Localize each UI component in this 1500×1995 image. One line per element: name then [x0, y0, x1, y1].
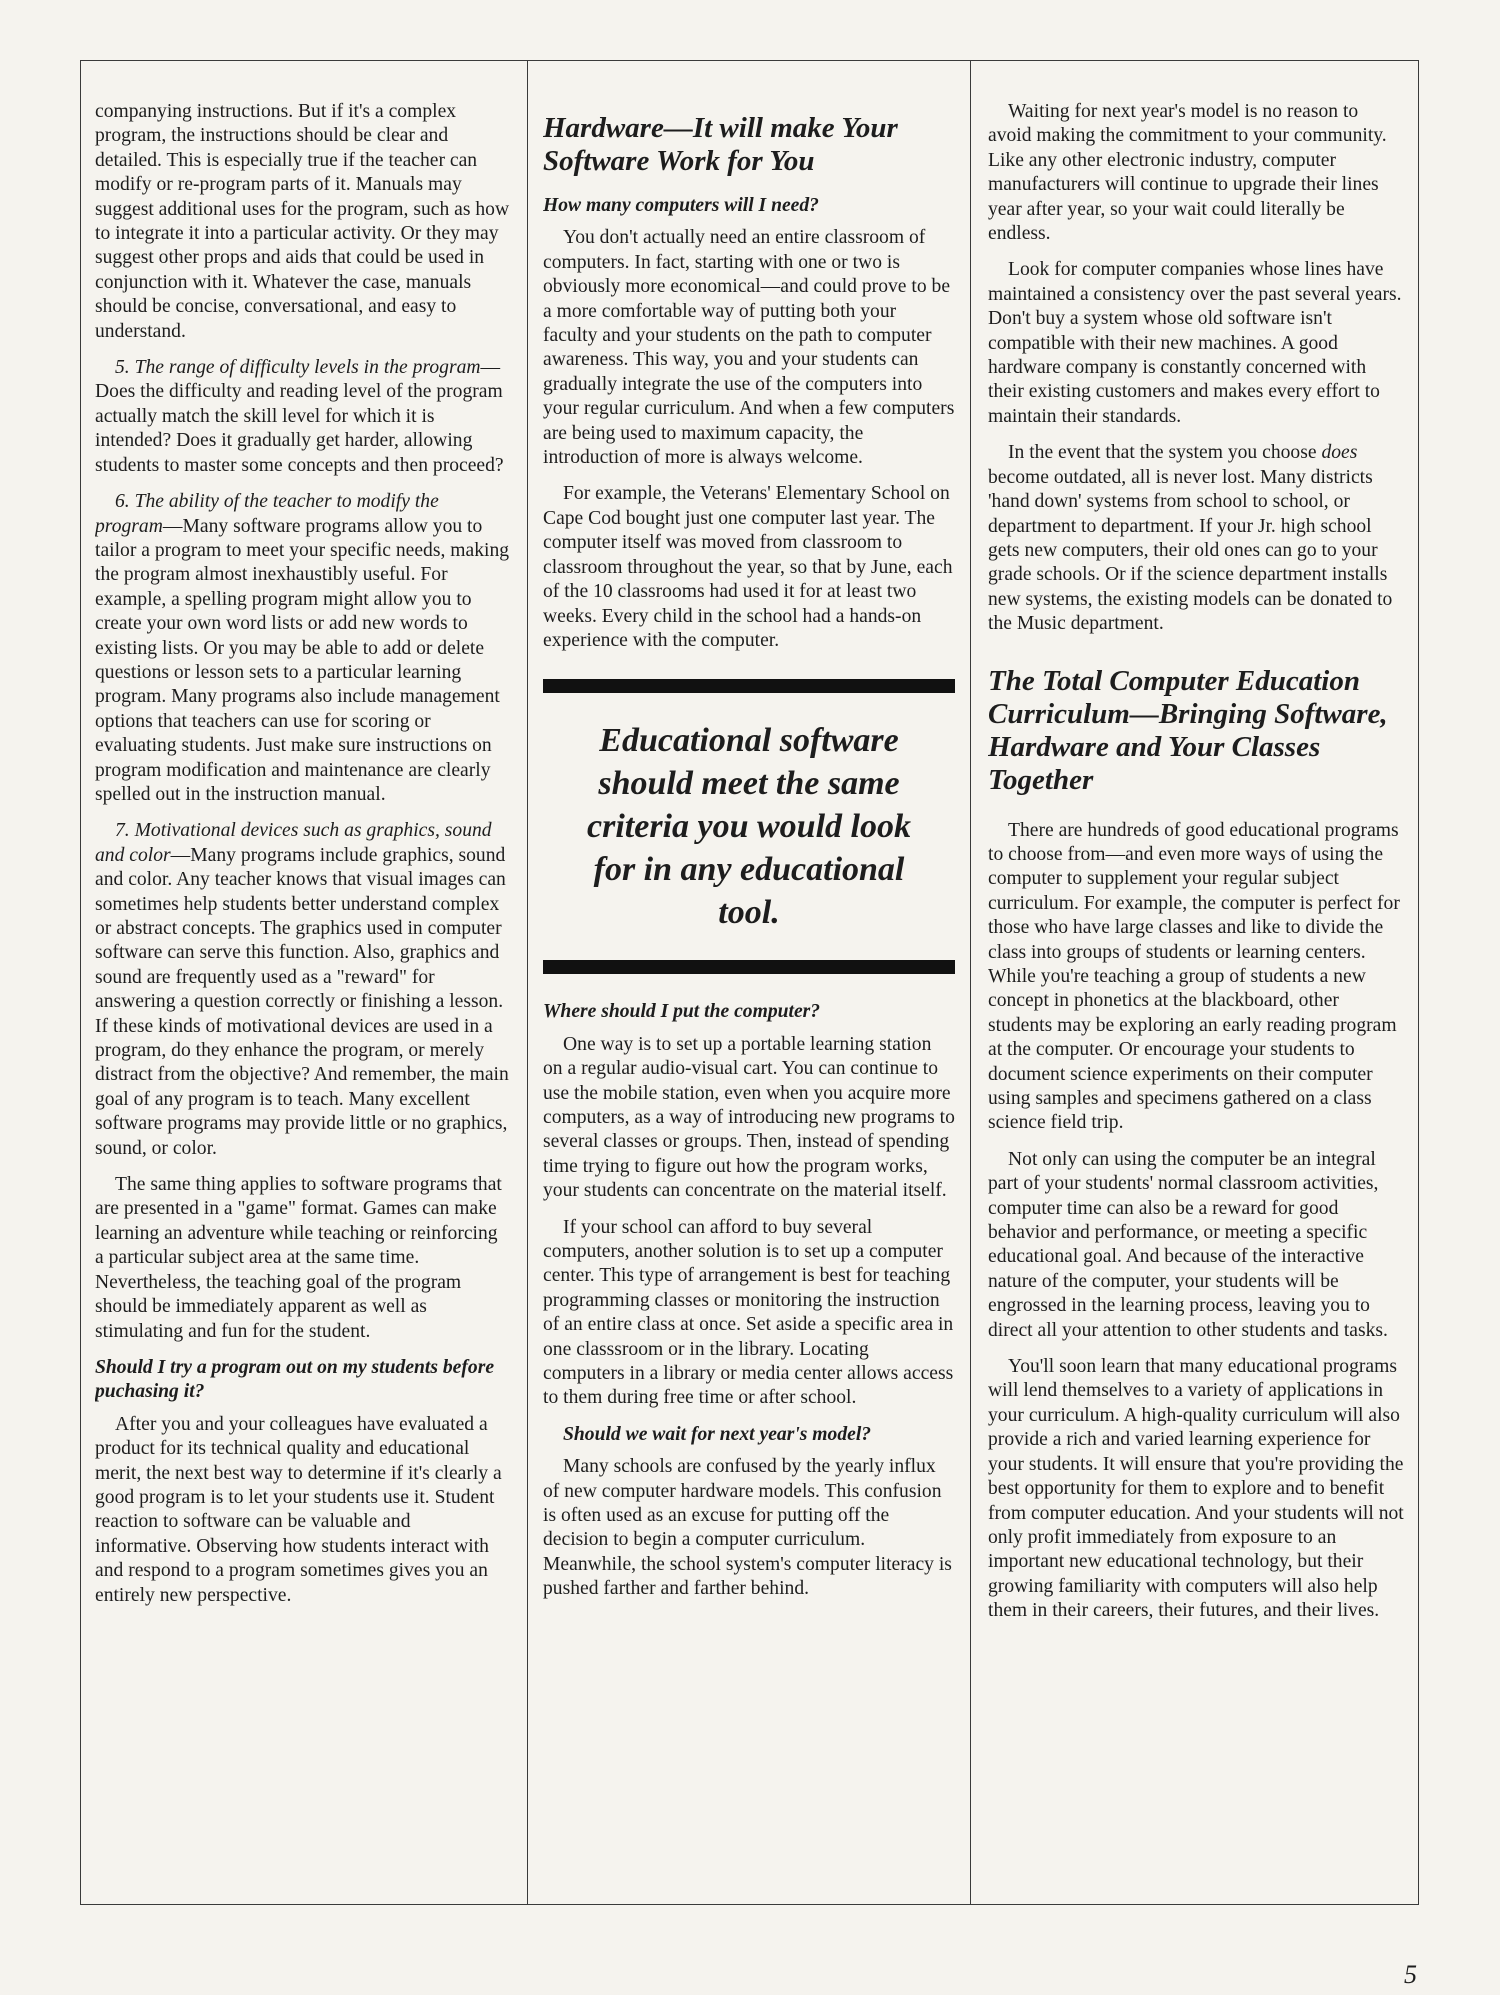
text-span-italic: does: [1321, 442, 1358, 464]
paragraph: If your school can afford to buy several computers, another solution is to set up a computer center. This type of arrangement is best for teaching programming classes or monitoring the instruction of an entire class at once. Set aside a specific area in one classsroom or in the library. Locating computers in a library or media center allows access to them during free time or after school.: [543, 1216, 954, 1409]
paragraph: One way is to set up a portable learning station on a regular audio-visual cart. You can continue to use the mobile station, even when you acquire more computers, as a way of introducing new programs to several classes or groups. Then, instead of spending time trying to figure out how the program works, your students can concentrate on the material itself.: [543, 1033, 955, 1202]
paragraph: You don't actually need an entire classroom of computers. In fact, starting with one or two is obviously more economical—and could prove to be a more comfortable way of putting both your faculty and your students on the path to computer awareness. This way, you and your students can gradually integrate the use of the computers into your regular curriculum. And when a few computers are being used to maximum capacity, the introduction of more is always welcome.: [543, 227, 955, 469]
column-2: [543, 112, 955, 1892]
page-number: 5: [1404, 1960, 1417, 1989]
paragraph: companying instructions. But if it's a complex program, the instructions should be clear and detailed. This is especially true if the teacher can modify or re-program parts of it. Manuals may suggest additional uses for the program, such as how to integrate it into a particular activity. Or they may suggest other props and aids that could be used in conjunction with it. Whatever the case, manuals should be concise, conversational, and easy to understand.: [95, 101, 510, 342]
text-span: become outdated, all is never lost. Many districts 'hand down' systems from school to school, or department to department. If your Jr. high school gets new computers, their old ones can go to your grade schools. Or if the science department installs new systems, the existing models can be donated to the Music department.: [988, 466, 1393, 635]
paragraph: The same thing applies to software programs that are presented in a "game" format. Games can make learning an adventure while teaching or reinforcing a particular subject area at the same time. Nevertheless, the teaching goal of the program should be immediately apparent as well as stimulating and fun for the student.: [95, 1174, 502, 1342]
paragraph: You'll soon learn that many educational programs will lend themselves to a variety of applications in your curriculum. A high-quality curriculum will also provide a rich and varied learning experience for your students. It will ensure that you're providing the best opportunity for them to explore and to benefit from computer education. And your students will not only profit immediately from exposure to an important new educational technology, but their growing familiarity with computers will also help them in their careers, their futures, and their lives.: [988, 1356, 1404, 1622]
paragraph: Not only can using the computer be an integral part of your students' normal classroom activities, computer time can also be a reward for good behavior and performance, or meeting a specific educational goal. And because of the interactive nature of the computer, your students will be engrossed in the learning process, leaving you to direct all your attention to other students and tasks.: [988, 1148, 1388, 1341]
column-divider-1: [527, 60, 528, 1905]
paragraph-modify: [95, 490, 510, 807]
pull-quote-rule-bottom: [543, 960, 955, 974]
pull-quote-rule-top: [543, 679, 955, 693]
column-3: [988, 100, 1406, 1880]
list-lead: 7. Motivational devices such as graphics, sound and color: [95, 820, 492, 866]
paragraph-outdated: [988, 441, 1406, 636]
paragraph: There are hundreds of good educational programs to choose from—and even more ways of using the computer to supplement your regular subject curriculum. For example, the computer is perfect for those who have large classes and like to divide the class into groups of students or learning centers. While you're teaching a group of students a new concept in phonetics at the blackboard, other students may be exploring an early reading program at the computer. Or encourage your students to document science experiments on their computer using samples and specimens gathered on a class science field trip.: [988, 819, 1400, 1134]
subheading-how-many: How many computers will I need?: [543, 195, 819, 216]
paragraph: For example, the Veterans' Elementary School on Cape Cod bought just one computer last year. The computer itself was moved from classroom to classroom throughout the year, so that by June, each of the 10 classrooms had used it for at least two weeks. Every child in the school had a hands-on experience with the computer.: [543, 483, 953, 651]
paragraph: After you and your colleagues have evaluated a product for its technical quality and educational merit, the next best way to determine if it's clearly a good program is to let your students use it. Student reaction to software can be valuable and informative. Observing how students interact with and respond to a program sometimes gives you an entirely new perspective.: [95, 1413, 502, 1606]
section-title-curriculum: The Total Computer Education Curriculum—Bringing Software, Hardware and Your Classes Together: [988, 664, 1388, 796]
list-body: —Many programs include graphics, sound and color. Any teacher knows that visual images can sometimes help students better understand complex or abstract concepts. The graphics used in computer software can serve this function. Also, graphics and sound are frequently used as a "reward" for answering a question correctly or finishing a lesson. If these kinds of motivational devices are used in a program, do they enhance the program, or merely distract from the objective? And remember, the main goal of any program is to teach. Many excellent software programs may provide little or no graphics, sound, or color.: [95, 844, 509, 1159]
paragraph-motivational: [95, 819, 510, 1161]
paragraph-difficulty: [95, 356, 510, 478]
paragraph: Look for computer companies whose lines have maintained a consistency over the past several years. Don't buy a system whose old software isn't compatible with their new machines. A good hardware company is constantly concerned with their existing customers and makes every effort to maintain their standards.: [988, 259, 1402, 427]
list-lead: 5. The range of difficulty levels in the program: [115, 357, 481, 379]
text-span: In the event that the system you choose: [1008, 442, 1322, 464]
subheading-try-program: Should I try a program out on my students before puchasing it?: [95, 1356, 495, 1403]
list-body: —Many software programs allow you to tailor a program to meet your specific needs, making the program almost inexhaustibly useful. For example, a spelling program might allow you to create your own word lists or add new words to existing lists. Or you may be able to add or delete questions or lesson sets to a particular learning program. Many programs also include management options that teachers can use for scoring or evaluating students. Just make sure instructions on program modification and maintenance are clearly spelled out in the instruction manual.: [95, 515, 510, 805]
subheading-where: Where should I put the computer?: [543, 1001, 821, 1023]
column-divider-2: [970, 60, 971, 1905]
list-lead: 6. The ability of the teacher to modify the program: [95, 491, 439, 537]
column-1: [95, 100, 510, 1880]
pull-quote: Educational software should meet the same criteria you would look for in any educational tool.: [587, 722, 911, 932]
paragraph: Many schools are confused by the yearly influx of new computer hardware models. This confusion is often used as an excuse for putting off the decision to begin a computer curriculum. Meanwhile, the school system's computer literacy is pushed farther and farther behind.: [543, 1456, 952, 1600]
subheading-wait: Should we wait for next year's model?: [563, 1423, 872, 1445]
section-title-hardware: Hardware—It will make Your Software Work for You: [543, 112, 898, 177]
list-body: —Does the difficulty and reading level of the program actually match the skill level for which it is intended? Does it gradually get harder, allowing students to master some concepts and then proceed?: [95, 357, 504, 476]
paragraph: Waiting for next year's model is no reason to avoid making the commitment to your community. Like any other electronic industry, computer manufacturers will continue to upgrade their lines year after year, so your wait could literally be endless.: [988, 101, 1387, 245]
